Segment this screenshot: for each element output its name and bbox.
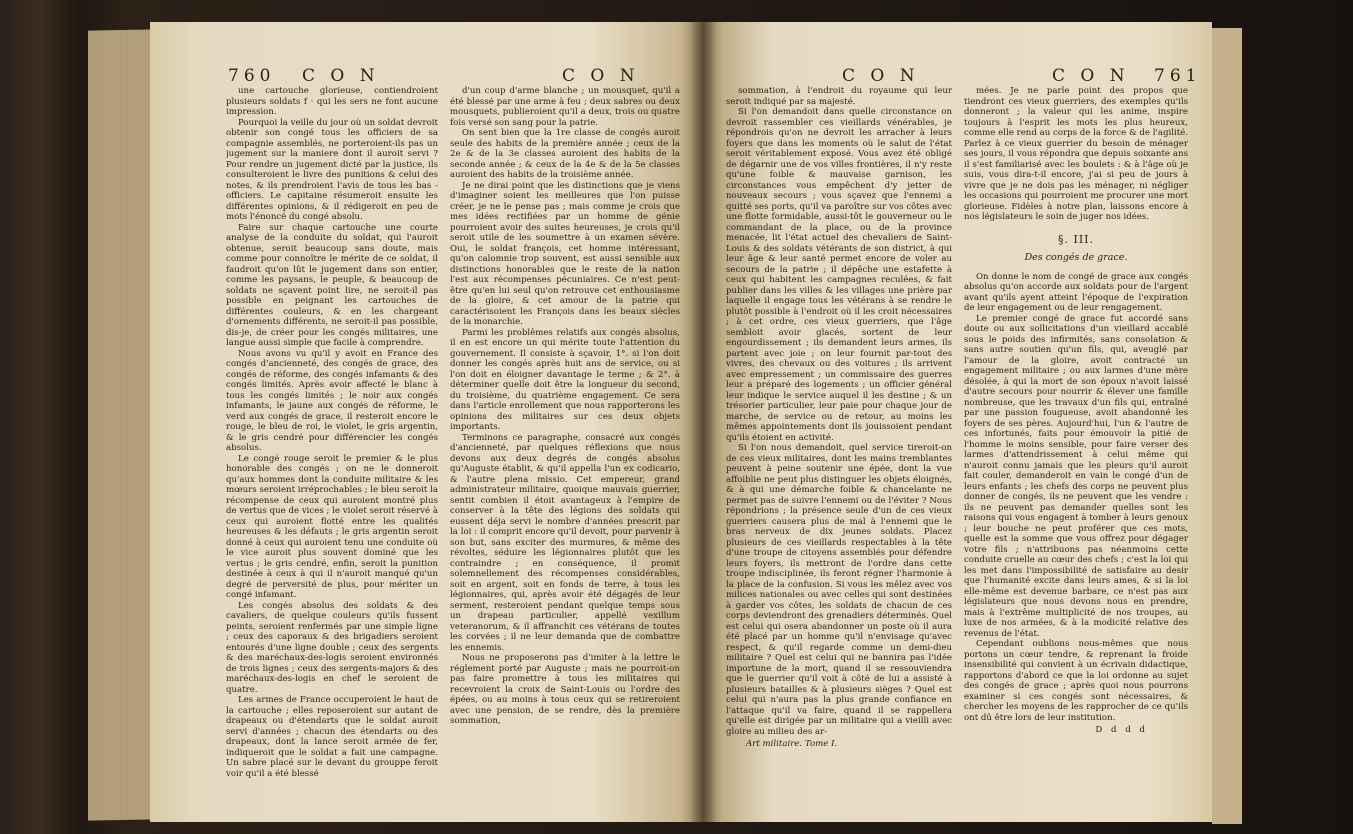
paragraph: On sent bien que la 1re classe de congés auroit seule des habits de la première année ; ceux de la 2e & de la 3e classes auroient des habits de la seconde année ; & ceux de la 4e & de la 5e classes auroient des habits de la troisième année.: [450, 128, 680, 180]
right-page-edges: [1212, 28, 1242, 824]
section-subtitle: Des congés de grace.: [1024, 252, 1128, 263]
paragraph: Les congés absolus des soldats & des cavaliers, de quelque couleurs qu'ils fussent peints, seroient renfermés par une simple ligne ; ceux des caporaux & des brigadiers seroient entourés d'une ligne double ; ceux des sergents & des maréchaux-des-logis seroient environnés de trois lignes ; ceux des sergents-majors & des maréchaux-des-logis en chef le seroient de quatre.: [226, 600, 438, 695]
paragraph: mées. Je ne parle point des propos que tiendront ces vieux guerriers, des exemples qu'ils donneront ; la valeur qui les anime, inspire toujours à l'esprit les mots les plus heureux, comme elle rend au corps de la force & de l'agilité. Parlez à ce vieux guerrier du besoin de ménager ses jours, il vous répondra que depuis soixante ans il s'est familiarisé avec les boulets : & à l'âge où je suis, vous dira-t-il encore, j'ai si peu de jours à vivre que je ne dois pas les ménager, ni négliger les occasions qui pourroient me procurer une mort glorieuse. Fidèles à notre plan, laissons encore à nos législateurs le soin de juger nos idées.: [964, 86, 1188, 222]
right-page: [702, 22, 1212, 822]
right-column-2: [964, 86, 1188, 806]
paragraph: Cependant oublions nous-mêmes que nous portons un cœur tendre, & reprenant la froide insensibilité qui convient à un écrivain didactique, rapportons d'abord ce que la loi ordonne au sujet des congés de grace ; après quoi nous pourrons examiner si ces congés sont nécessaires, & chercher les moyens de les rapprocher de ce qu'ils ont dû être lors de leur institution.: [964, 639, 1188, 723]
left-page: [150, 22, 702, 822]
right-column-1: [726, 86, 952, 806]
volume-footer: Art militaire. Tome I.: [746, 739, 838, 749]
left-column-2: [450, 86, 680, 806]
gutter-shadow: [690, 22, 716, 822]
paragraph: Terminons ce paragraphe, consacré aux congés d'ancienneté, par quelques réflexions que nous devons aux deux degrés de congés absolus qu'Auguste établit, & qu'il appella l'un ex codicario, & l'autre plena missio. Cet empereur, grand administrateur militaire, quoique mauvais guerrier, sentit combien il étoit avantageux à l'empire de conserver à la tête des légions des soldats qui eussent déja servi le nombre d'années prescrit par la loi : il comprit encore qu'il devoit, pour parvenir à son but, sans exciter des murmures, & même des révoltes, séduire les légionnaires plutôt que les contraindre ; en conséquence, il promit solemnellement des récompenses considérables, soit en argent, soit en fonds de terre, à tous les légionnaires, qui, après avoir été dégagés de leur serment, resteroient pendant quelque temps sous un drapeau particulier, appellé vexillum veteranorum, & il affranchit ces vétérans de toutes les corvées ; il ne leur demanda que de combattre les ennemis.: [450, 432, 680, 653]
section-heading: §. III.: [1057, 232, 1095, 246]
paragraph: Pourquoi la veille du jour où un soldat devroit obtenir son congé tous les officiers de sa compagnie assemblés, ne porteroient-ils pas un jugement sur la maniere dont il auroit servi ? Pour rendre un jugement dicté par la justice, ils consulteroient le livre des punitions & celui des notes, & ils prendroient l'avis de tous les bas - officiers. Le capitaine résumeroit ensuite les différentes opinions, & il rédigeroit en peu de mots l'énoncé du congé absolu.: [226, 117, 438, 222]
paragraph: Si l'on nous demandoit, quel service tireroit-on de ces vieux militaires, dont les mains tremblantes peuvent à peine soutenir une épée, dont la vue affoiblie ne peut plus distinguer les objets éloignés, & à qui une démarche foible & chancelante ne permet pas de suivre l'ennemi ou de l'éviter ? Nous répondrions ; la présence seule d'un de ces vieux guerriers causera plus de mal à l'ennemi que le bras nerveux de dix jeunes soldats. Placez plusieurs de ces vieillards respectables à la tête d'une troupe de citoyens assemblés pour défendre leurs foyers, ils mettront de l'ordre dans cette troupe indisciplinée, ils feront régner l'harmonie à la place de la confusion. Si vous les mêlez avec vos milices nationales ou avec celles qui sont destinées à garder vos côtes, les soldats de chacun de ces corps deviendront des grenadiers déterminés. Quel est celui qui osera abandonner un poste où il aura été placé par un homme qu'il n'envisage qu'avec respect, & qu'il regarde comme un demi-dieu militaire ? Quel est celui qui ne bannira pas l'idée importune de la mort, quand il se ressouviendra que le guerrier qu'il voit à côté de lui a assisté à plusieurs batailles & à plusieurs sièges ? Quel est celui qui n'aura pas la plus grande confiance en l'attaque qu'il va faire, quand il se rappellera qu'elle est dirigée par un militaire qui a vieilli avec gloire au milieu des ar-: [726, 443, 952, 737]
paragraph: Je ne dirai point que les distinctions que je viens d'imaginer soient les meilleures que l'on puisse créer, je ne le pense pas ; mais comme je crois que mes idées rectifiées par un homme de génie pourroient avoir des suites heureuses, je crois qu'il seroit utile de les soumettre à un examen sévère. Oui, le soldat françois, cet homme intéressant, qu'on calomnie trop souvent, est aussi sensible aux distinctions honorables que le reste de la nation l'est aux récompenses pécuniaires. Ce n'est peut-être qu'en lui seul qu'on retrouve cet enthousiasme de la gloire, & cet amour de la patrie qui caractérisoient les François dans les beaux siècles de la monarchie.: [450, 180, 680, 327]
paragraph: Les armes de France occuperoient le haut de la cartouche ; elles reposeroient sur autant de drapeaux ou d'étendarts que le soldat auroit servi d'années ; chacun des étendarts ou des drapeaux, dont la lance seroit armée de fer, indiqueroit que le soldat a fait une campagne. Un sabre placé sur le devant du grouppe feroit voir qu'il a été blessé: [226, 695, 438, 779]
paragraph: d'un coup d'arme blanche ; un mousquet, qu'il a été blessé par une arme à feu ; deux sabres ou deux mousquets, publieroient qu'il a deux, trois ou quatre fois versé son sang pour la patrie.: [450, 86, 680, 128]
left-page-number: 760: [228, 66, 276, 86]
right-page-header: C O N: [842, 66, 920, 86]
right-page-header-col2: C O N: [1052, 66, 1130, 86]
left-page-edges: [88, 29, 158, 820]
paragraph: On donne le nom de congé de grace aux congés absolus qu'on accorde aux soldats pour de l'argent avant qu'ils ayent atteint l'époque de l'expiration de leur engagement ou de leur rengagement.: [964, 271, 1188, 313]
paragraph: Nous avons vu qu'il y avoit en France des congés d'ancienneté, des congés de grace, des congés de réforme, des congés infamants & des congés limités. Après avoir affecté le blanc à tous les congés limités ; le noir aux congés infamants, le jaune aux congés de réforme, le verd aux congés de grace, il resteroit encore le rouge, le bleu de roi, le violet, le gris argentin, & le gris cendré pour différencier les congés absolus.: [226, 348, 438, 453]
paragraph: Faire sur chaque cartouche une courte analyse de la conduite du soldat, qui l'auroit obtenue, seroit beaucoup sans doute, mais comme pour connoître le mérite de ce soldat, il faudroit qu'on lût le jugement dans son entier, comme les paysans, le peuple, & beaucoup de soldats ne sçavent point lire, ne seroit-il pas possible en peignant les cartouches de différentes couleurs, & en les chargeant d'ornements différents, ne seroit-il pas possible, dis-je, de créer pour les congés militaires, une langue aussi simple que facile à comprendre.: [226, 222, 438, 348]
paragraph: Le congé rouge seroit le premier & le plus honorable des congés ; on ne le donneroit qu'aux hommes dont la conduite militaire & les mœurs seroient irréprochables ; le bleu seroit la récompense de ceux qui auroient montré plus de vertus que de vices ; le violet seroit réservé à ceux qui auroient flotté entre les qualités heureuses & les défauts ; le gris argentin seroit donné à ceux qui auroient tenu une conduite où le vice auroit plus souvent dominé que les vertus ; le gris cendré, enfin, seroit la punition destinée à ceux à qui il n'auroit manqué qu'un degré de perversité de plus, pour mériter un congé infamant.: [226, 453, 438, 600]
right-page-number: 761: [1154, 66, 1202, 86]
paragraph: Nous ne proposerons pas d'imiter à la lettre le réglement porté par Auguste ; mais ne pourroit-on pas faire promettre à tous les militaires qui recevroient la croix de Saint-Louis ou l'ordre des épées, ou au moins à tous ceux qui se retireroient avec une pension, de se rendre, dès la première sommation,: [450, 653, 680, 726]
paragraph: Le premier congé de grace fut accordé sans doute ou aux sollicitations d'un vieillard accablé sous le poids des infirmités, sans consolation & sans autre soutien qu'un fils, qui, aveuglé par l'amour de la gloire, avoit contracté un engagement militaire ; ou aux larmes d'une mère désolée, à qui la mort de son époux n'avoit laissé d'autre secours pour nourrir & élever une famille nombreuse, que les travaux d'un fils qui, entraîné par une passion fougueuse, avoit abandonné les foyers de ses pères. Aujourd'hui, l'un & l'autre de ces infortunés, faits pour émouvoir la pitié de l'homme le moins sensible, pour faire verser des larmes d'attendrissement à celui même qui n'auroit connu jamais que les pleurs qu'il auroit fait couler, demanderoit en vain le congé d'un de leurs enfants ; les chefs des corps ne peuvent plus donner de congés, ils ne peuvent que les vendre : ils ne peuvent pas demander quelles sont les raisons qui vous engagent à tomber à leurs genoux ; leur bouche ne peut proférer que ces mots, quelle est la somme que vous offrez pour dégager votre fils ; n'attribuons pas néanmoins cette conduite cruelle au cœur des chefs ; c'est la loi qui les met dans l'impossibilité de satisfaire au desir que l'humanité excite dans leurs ames, & si la loi elle-même est devenue barbare, ce n'est pas aux législateurs que nous devons nous en prendre, mais à l'extrême multiplicité de nos troupes, au luxe de nos armées, & à la modicité relative des revenus de l'état.: [964, 313, 1188, 639]
paragraph: une cartouche glorieuse, contiendroient plusieurs soldats f · qui les sers ne font aucune impression.: [226, 86, 438, 117]
paragraph: sommation, à l'endroit du royaume qui leur seroit indiqué par sa majesté.: [726, 86, 952, 107]
paragraph: Si l'on demandoit dans quelle circonstance on devroit rassembler ces vieillards vénérables, je répondrois qu'on ne devroit les arracher à leurs foyers que dans les moments où le salut de l'état seroit véritablement exposé. Vous avez été obligé de dégarnir une de vos villes frontières, il n'y reste qu'une foible & mauvaise garnison, les circonstances vous empêchent d'y jetter de nouveaux secours ; vous sçavez que l'ennemi a quitté ses ports, qu'il va paroître sur vos côtes avec une flotte formidable, aussi-tôt le gouverneur ou le commandant de la place, ou de la province menacée, lit l'état actuel des chevaliers de Saint-Louis & des soldats vétérants de son district, à qui leur âge & leur santé permet encore de voler au secours de la patrie ; il dépêche une estafette à ceux qui habitent les campagnes reculées, & fait publier dans les villes & les villages une prière par laquelle il engage tous les vétérans à se rendre le plutôt possible à l'endroit où il les croit nécessaires ; à cet ordre, ces vieux guerriers, que l'âge sembloit avoir glacés, sortent de leur engourdissement ; ils demandent leurs armes, ils partent avec joie ; on leur fournit par-tout des vivres, des chevaux ou des voitures ; ils arrivent avec empressement ; un commissaire des guerres leur a préparé des logements ; un officier général leur indique le service auquel il les destine ; & un trésorier particulier, leur paie pour chaque jour de marche, de service ou de retour, au moins les mêmes appointements dont ils jouissoient pendant qu'ils étoient en activité.: [726, 107, 952, 443]
left-page-header-col2: C O N: [562, 66, 640, 86]
paragraph: Parmi les problêmes relatifs aux congés absolus, il en est encore un qui mérite toute l'attention du gouvernement. Il consiste à sçavoir, 1°. si l'on doit donner les congés après huit ans de service, ou si l'on doit en éloigner davantage le terme ; & 2°. à déterminer quelle doit être la longueur du second, du troisième, du quatrième engagement. Ce sera dans l'article enrollement que nous rapporterons les opinions des militaires sur ces deux objets importants.: [450, 327, 680, 432]
left-column-1: [226, 86, 438, 806]
left-page-header: C O N: [302, 66, 380, 86]
signature-mark: D d d d: [1095, 725, 1148, 735]
